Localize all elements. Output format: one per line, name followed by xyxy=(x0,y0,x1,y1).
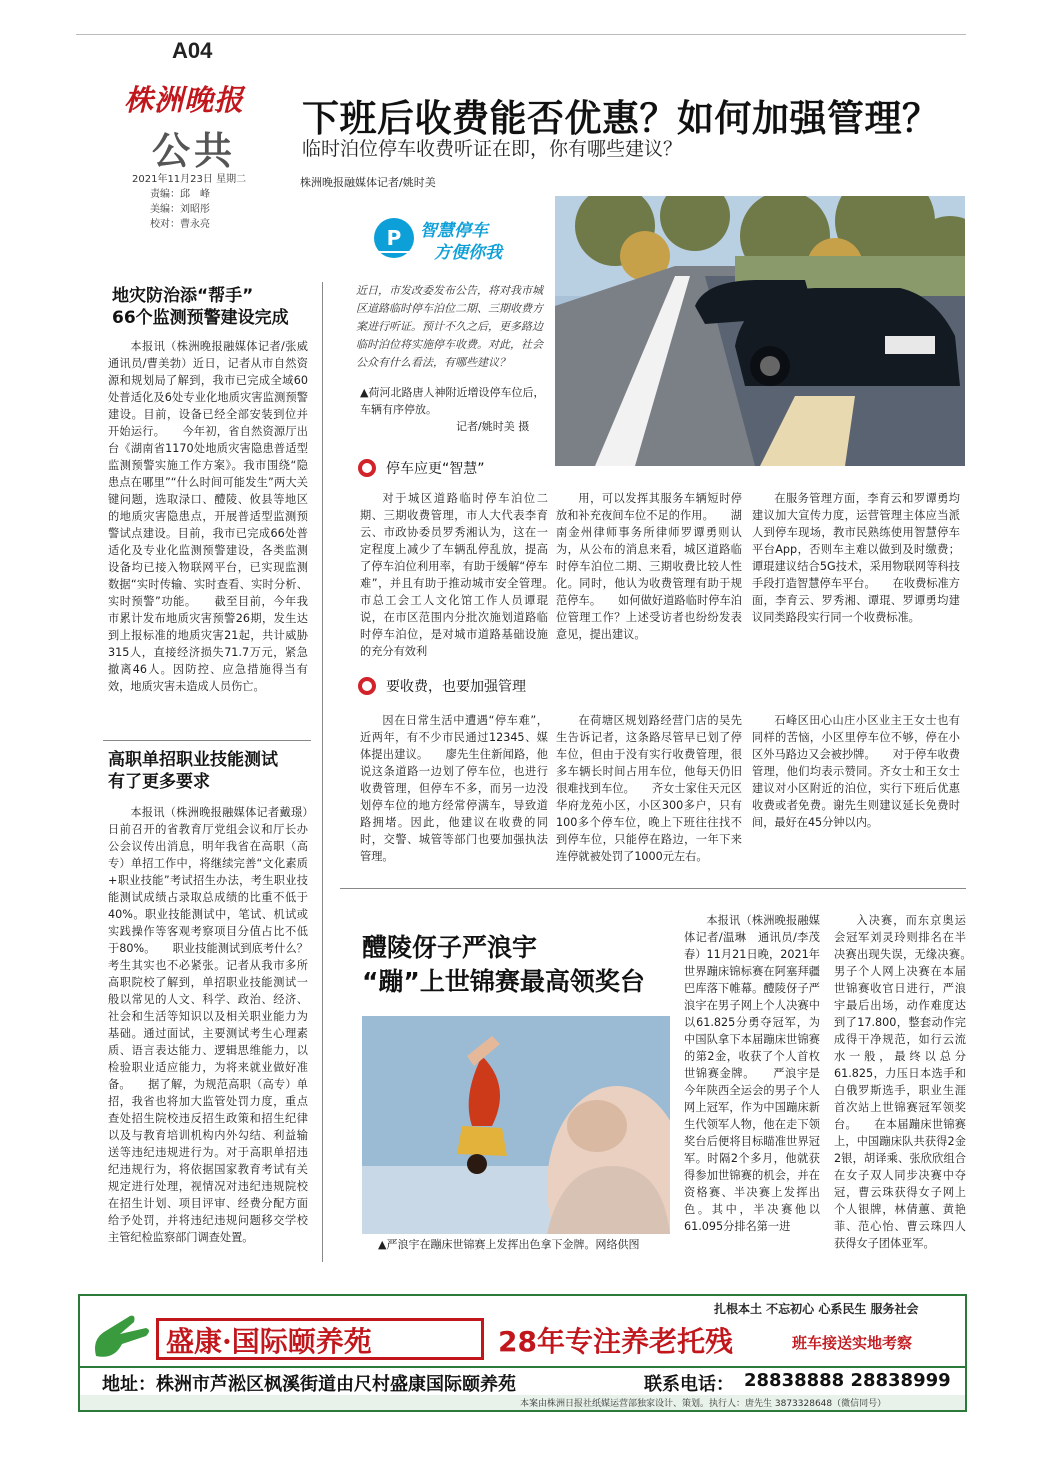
section1-heading xyxy=(358,458,485,478)
svg-text:P: P xyxy=(386,226,402,250)
sports-divider xyxy=(340,888,966,889)
section1-col2: 用，可以发挥其服务车辆短时停放和补充夜间车位不足的作用。 湖南金州律师事务所律师罗谭勇则认为，从公布的消息来看，城区道路临时停车泊位二期、三期收费比较人性化。同时，他认为收费管理有助于规范停车。 如何做好道路临时停车泊位管理工作？上述受访者也纷纷发表意见，提出建议。 xyxy=(556,492,742,641)
sports-title-line1: 醴陵伢子严浪宇 xyxy=(362,933,538,962)
left-story-divider xyxy=(103,740,311,741)
ad-address: 地址：株洲市芦淞区枫溪街道由尺村盛康国际颐养苑 xyxy=(102,1374,516,1395)
sports-photo-caption: ▲严浪宇在蹦床世锦赛上发挥出色拿下金牌。网络供图 xyxy=(378,1238,640,1251)
lead-byline: 株洲晚报融媒体记者/姚时美 xyxy=(300,176,436,189)
ad-footer: 本案由株洲日报社纸媒运营部独家设计、策划。执行人：唐先生 3873328648（微信同号） xyxy=(520,1399,887,1409)
art-editor-credit: 美编：刘昭彤 xyxy=(150,204,210,215)
lead-subheadline: 临时泊位停车收费听证在即，你有哪些建议？ xyxy=(302,138,683,160)
smart-parking-logo xyxy=(370,212,530,264)
section2-col2: 在荷塘区规划路经营门店的吴先生告诉记者，这条路尽管早已划了停车位，但由于没有实行收费管理，很多车辆长时间占用车位，他每天仍旧很难找到车位。 齐女士家住天元区华府龙苑小区，小区300多户，只有100多个停车位，晚上下班往往找不到停车位，只能停在路边，一年下来连停就被处罚了1000元左右。 xyxy=(556,714,742,863)
story1-title-line2: 66个监测预警建设完成 xyxy=(112,308,289,328)
story2-title-line1: 高职单招职业技能测试 xyxy=(108,750,278,770)
section-title: 公共 xyxy=(152,128,237,173)
sports-col1: 本报讯（株洲晚报融媒体记者/温琳 通讯员/李茂春）11月21日晚，2021年世界蹦床锦标赛在阿塞拜疆巴库落下帷幕。醴陵伢子严浪宇在男子网上个人决赛中以61.825分勇夺冠军，为中国队拿下本届蹦床世锦赛的第2金，收获了个人首枚世锦赛金牌。 严浪宇是今年陕西全运会的男子个人网上冠军，作为中国蹦床新生代领军人物，他在走下领奖台后便将目标瞄准世界冠军。时隔2个多月，他就获得参加世锦赛的机会，并在资格赛、半决赛上发挥出色。其中，半决赛他以61.095分排名第一进 xyxy=(684,914,820,1233)
sports-col2: 入决赛，而东京奥运会冠军刘灵玲则排名在半决赛出现失误，无缘决赛。 男子个人网上决赛在本届世锦赛收官日进行，严浪宇最后出场，动作难度达到了17.800，整套动作完成得干净规范，如行云流水一般，最终以总分61.825，力压日本选手和白俄罗斯选手，职业生涯首次站上世锦赛冠军领奖台。 在本届蹦床世锦赛上，中国蹦床队共获得2金2银，胡译乘、张欣欣组合在女子双人同步决赛中夺冠，曹云珠获得女子网上个人银牌，林倩蕙、黄艳菲、范心怡、曹云珠四人获得女子团体亚军。 xyxy=(834,914,966,1250)
sports-title-line2: “蹦”上世锦赛最高领奖台 xyxy=(362,967,645,996)
ad-brand: 盛康·国际颐养苑 xyxy=(166,1325,372,1358)
ad-tagline-small: 班车接送实地考察 xyxy=(792,1334,913,1352)
parking-street-photo xyxy=(555,196,965,466)
issue-date: 2021年11月23日 星期二 xyxy=(132,174,247,185)
ad-divider xyxy=(80,1366,965,1368)
story2-title-line2: 有了更多要求 xyxy=(108,772,210,792)
proofreader-credit: 校对：曹永亮 xyxy=(150,219,210,230)
trampoline-photo xyxy=(362,1016,670,1234)
story1-title-line1: 地灾防治添“帮手” xyxy=(112,286,254,306)
hand-logo-icon xyxy=(90,1310,152,1366)
page-number: A04 xyxy=(172,38,213,63)
top-rule xyxy=(76,34,966,35)
lead-photo-caption: ▲荷河北路唐人神附近增设停车位后，车辆有序停放。 xyxy=(360,386,545,416)
logo-text-line1: 智慧停车 xyxy=(420,221,488,241)
section2-title: 要收费，也要加强管理 xyxy=(386,679,526,695)
story2-body: 本报讯（株洲晚报融媒体记者戴璟）日前召开的省教育厅党组会议和厅长办公会议传出消息，明年我省在高职（高专）单招工作中，将继续完善“文化素质+职业技能”考试招生办法，考生职业技能测试成绩占录取总成绩的比重不低于40%。职业技能测试中，笔试、机试或实践操作等客观考察项目分值占比不低于80%。 职业技能测试到底考什么？考生其实也不必紧张。记者从我市多所高职院校了解到，单招职业技能测试一般以常见的人文、科学、政治、经济、社会和生活等知识以及相关职业能力为基础。通过面试，主要测试考生心理素质、语言表达能力、逻辑思维能力，以检验职业适应能力，为将来就业做好准备。 据了解，为规范高职（高专）单招，我省也将加大监管处罚力度，重点查处招生院校违反招生政策和招生纪律以及与教育培训机构内外勾结、利益输送等违纪违规进行为。对于高职单招违纪违规行为，将依据国家教育考试有关规定进行处理，视情况对违纪违规院校在招生计划、项目评审、经费分配方面给予处罚，并将违纪违规问题移交学校主管纪检监察部门调查处置。 xyxy=(108,806,308,1244)
section2-col3: 石峰区田心山庄小区业主王女士也有同样的苦恼，小区里停车位不够，停在小区外马路边又会被抄牌。 对于停车收费管理，他们均表示赞同。齐女士和王女士建议对小区附近的泊位，实行下班后优惠收费或者免费。谢先生则建议延长免费时间，最好在45分钟以内。 xyxy=(752,714,960,829)
masthead-logo: 株洲晚报 xyxy=(124,83,245,117)
ad-tagline: 28年专注养老托残 xyxy=(498,1325,733,1358)
lead-photo-credit: 记者/姚时美 摄 xyxy=(456,420,530,433)
logo-text-line2: 方便你我 xyxy=(434,243,502,263)
section1-col1: 对于城区道路临时停车泊位二期、三期收费管理，市人大代表李育云、市政协委员罗秀湘认为，这在一定程度上减少了车辆乱停乱放，提高了停车泊位利用率，有助于缓解“停车难”，并且有助于推动城市安全管理。 市总工会工人文化馆工作人员谭琨说，在市区范围内分批次施划道路临时停车泊位，是对城市道路基础设施的充分有效利 xyxy=(360,492,548,658)
ad-phone[interactable]: 28838888 28838999 xyxy=(744,1370,951,1391)
story1-body: 本报讯（株洲晚报融媒体记者/张威 通讯员/曹美勃）近日，记者从市自然资源和规划局了解到，我市已完成全域60处普适化及6处专业化地质灾害监测预警建设。目前，设备已经全部安装到位并开始运行。 今年初，省自然资源厅出台《湖南省1170处地质灾害隐患普适型监测预警实施工作方案》。我市围绕“隐患点在哪里”“什么时间可能发生”两大关键问题，选取渌口、醴陵、攸县等地区的地质灾害隐患点，开展普适型监测预警试点建设。目前，我市已完成66处普适化及专业化监测预警建设，各类监测设备均已接入物联网平台，已实现监测数据“实时传输、实时查看、实时分析、实时预警”功能。 截至目前，今年我市累计发布地质灾害预警26期，发生达到上报标准的地质灾害21起，共计威胁315人，直接经济损失71.7万元，紧急撤离46人。因防控、应急措施得当有效，地质灾害未造成人员伤亡。 xyxy=(108,340,308,693)
section-bullet-icon xyxy=(358,677,376,695)
advertisement[interactable] xyxy=(78,1294,967,1412)
section-bullet-icon xyxy=(358,459,376,477)
section1-title: 停车应更“智慧” xyxy=(386,461,485,477)
editor-credit: 责编：邱 峰 xyxy=(150,189,210,200)
section1-col3: 在服务管理方面，李育云和罗谭勇均建议加大宣传力度，运营管理主体应当派人到停车现场，教市民熟练使用智慧停车平台App，否则车主难以做到及时缴费；谭琨建议结合5G技术，采用物联网等科技手段打造智慧停车平台。 在收费标准方面，李育云、罗秀湘、谭琨、罗谭勇均建议同类路段实行同一个收费标准。 xyxy=(752,492,960,624)
section2-heading xyxy=(358,676,526,696)
ad-phone-label: 联系电话： xyxy=(644,1374,734,1395)
column-divider xyxy=(322,282,323,1262)
lead-intro: 近日，市发改委发布公告，将对我市城区道路临时停车泊位二期、三期收费方案进行听证。预计不久之后，更多路边临时泊位将实施停车收费。对此，社会公众有什么看法，有哪些建议？ xyxy=(356,284,543,369)
ad-slogan: 扎根本土 不忘初心 心系民生 服务社会 xyxy=(714,1302,919,1316)
section2-col1: 因在日常生活中遭遇“停车难”，近两年，有不少市民通过12345、媒体提出建议。 廖先生住新闻路，他说这条道路一边划了停车位，也进行收费管理，但停车不多，而另一边没划停车位的地方经常停满车，导致道路拥堵。因此，他建议在收费的同时，交警、城管等部门也要加强执法管理。 xyxy=(360,714,548,863)
lead-headline: 下班后收费能否优惠？如何加强管理？ xyxy=(302,97,940,140)
